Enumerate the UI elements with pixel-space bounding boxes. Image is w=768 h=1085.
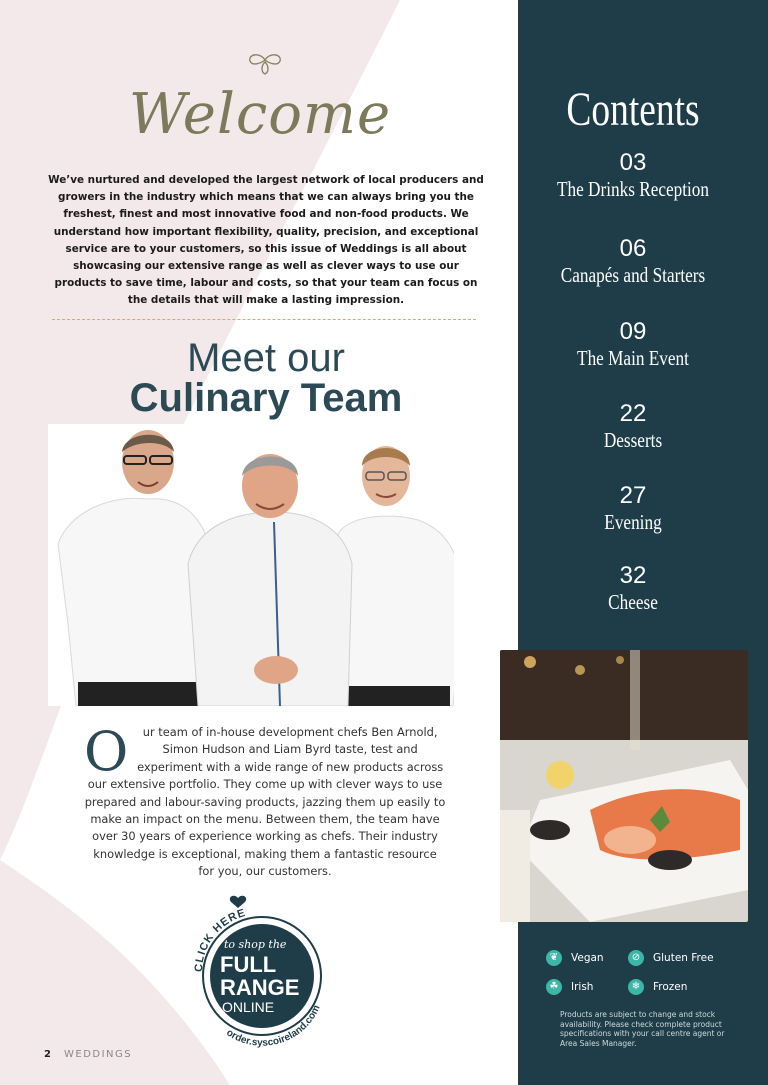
badge-to-shop: to shop the: [224, 938, 287, 951]
toc-item-main-event[interactable]: [518, 319, 748, 371]
badge-full: FULL: [220, 952, 277, 977]
culinary-team-photo: [48, 424, 454, 706]
legend-vegan-label: Vegan: [571, 952, 604, 964]
toc-section-name: The Main Event: [577, 346, 689, 370]
toc-page-number: 22: [619, 400, 647, 427]
heart-swirl-ornament-icon: [244, 50, 286, 78]
dropcap-letter: O: [84, 720, 129, 783]
toc-section-name: The Drinks Reception: [556, 177, 710, 201]
legend-gluten-free: [628, 950, 714, 966]
footer-section-label: WEDDINGS: [64, 1049, 133, 1060]
page-number: 2: [44, 1049, 51, 1060]
toc-item-canapes-starters[interactable]: [518, 236, 748, 288]
toc-section-name: Evening: [604, 510, 662, 534]
team-description: [84, 720, 446, 881]
toc-item-evening[interactable]: [518, 483, 748, 535]
toc-page-number: 03: [619, 149, 647, 176]
toc-item-desserts[interactable]: [518, 401, 748, 453]
welcome-title: Welcome: [128, 82, 392, 147]
legend-frozen-label: Frozen: [653, 981, 688, 993]
toc-page-number: 27: [619, 482, 647, 509]
shop-full-range-badge[interactable]: [180, 892, 340, 1052]
legend-gluten-free-label: Gluten Free: [653, 952, 714, 964]
gluten-free-icon: ⊘: [628, 950, 644, 966]
badge-range: RANGE: [220, 975, 300, 1000]
team-heading-line2: Culinary Team: [129, 376, 403, 420]
legend-vegan: [546, 950, 604, 966]
badge-online: ONLINE: [222, 999, 275, 1015]
toc-page-number: 06: [619, 235, 647, 262]
seafood-platter-photo: [500, 650, 748, 922]
snowflake-icon: ❄: [628, 979, 644, 995]
toc-item-cheese[interactable]: [518, 563, 748, 615]
dashed-divider: [52, 319, 476, 320]
badge-url[interactable]: order.syscoireland.com: [224, 1003, 323, 1049]
legend-frozen: [628, 979, 687, 995]
badge-click-here: CLICK HERE: [192, 906, 248, 973]
contents-title: Contents: [566, 83, 700, 136]
vegan-leaf-icon: ❦: [546, 950, 562, 966]
legend-irish-label: Irish: [571, 981, 594, 993]
welcome-intro: We’ve nurtured and developed the largest network of local producers and growers in the industry which means that we can always bring you the freshest, finest and most innovative food and non-food products. We understand how important flexibility, quality, precision, and exceptional service are to your customers, so this issue of Weddings is all about showcasing our extensive range as well as clever ways to use our products to save time, labour and costs, so that your team can focus on the details that will make a lasting impression.: [48, 174, 484, 307]
toc-section-name: Desserts: [603, 428, 663, 452]
toc-page-number: 09: [619, 318, 647, 345]
disclaimer-text: Products are subject to change and stock availability. Please check complete product specifications with your call centre agent or Area Sales Manager.: [560, 1010, 725, 1048]
toc-section-name: Canapés and Starters: [560, 263, 706, 287]
legend-irish: [546, 979, 593, 995]
heart-icon: [230, 896, 246, 908]
team-description-body: ur team of in-house development chefs Ben Arnold, Simon Hudson and Liam Byrd taste, test and experiment with a wide range of new products across our extensive portfolio. They come up with clever ways to use prepared and labour-saving products, jazzing them up easily to make an impact on the menu. Between them, the team have over 30 years of experience working as chefs. Their industry knowledge is exceptional, making them a fantastic resource for you, our customers.: [84, 725, 446, 879]
irish-map-icon: ☘: [546, 979, 562, 995]
toc-page-number: 32: [619, 562, 647, 589]
team-heading-line1: Meet our: [187, 336, 345, 380]
toc-item-drinks-reception[interactable]: [518, 150, 748, 202]
toc-section-name: Cheese: [608, 590, 658, 614]
